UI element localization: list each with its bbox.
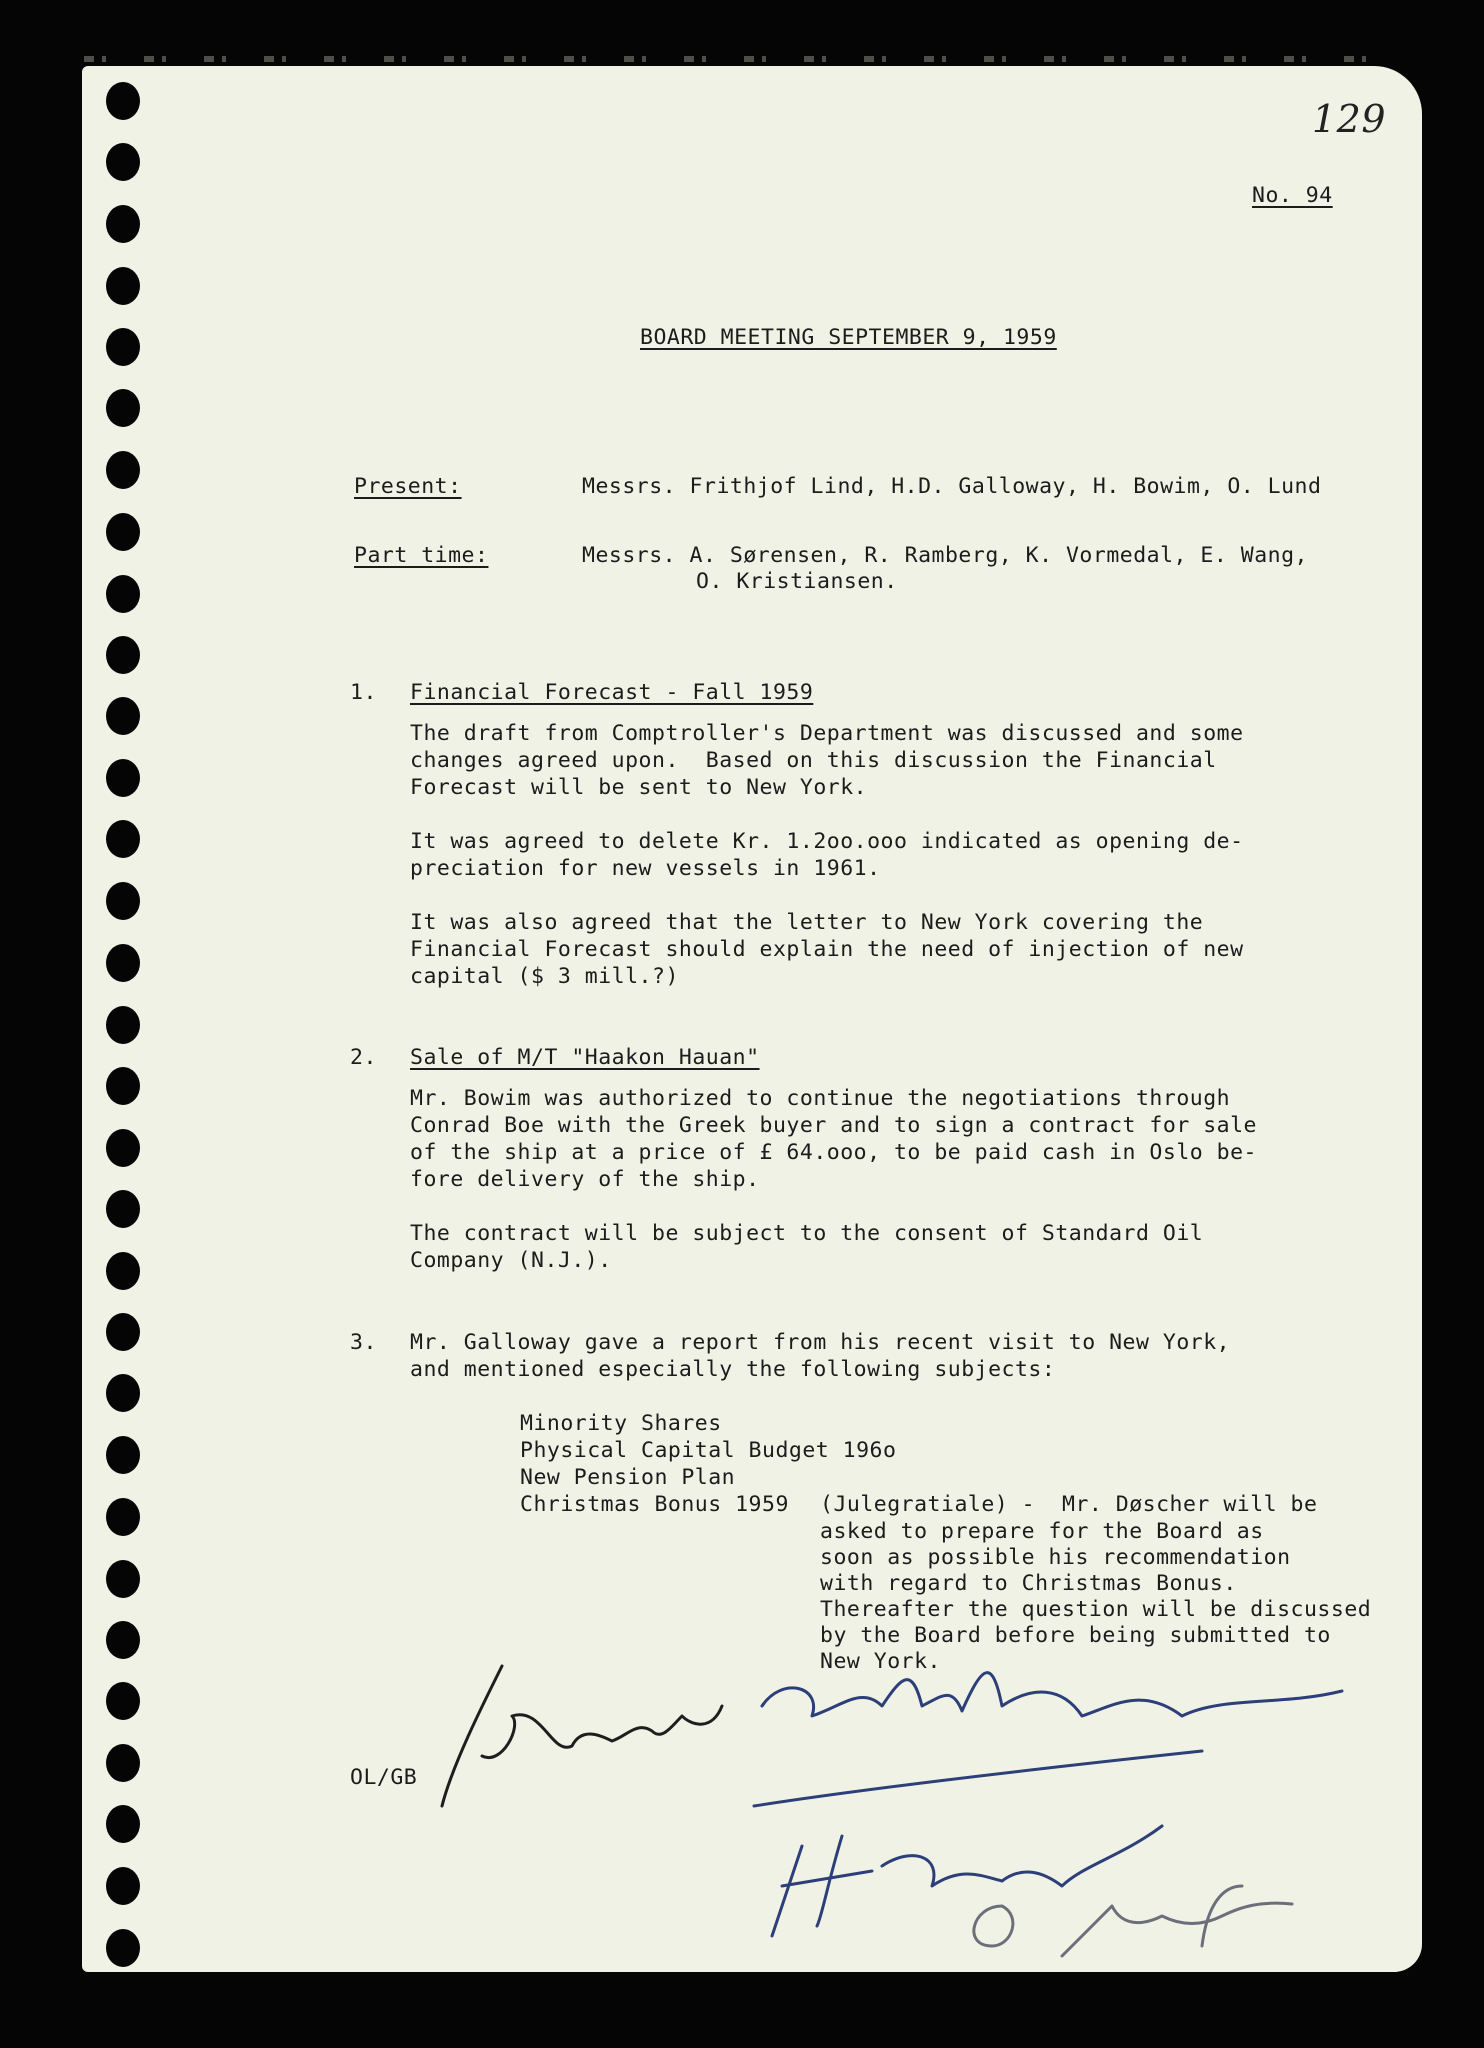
paragraph-line: changes agreed upon. Based on this discussion the Financial: [410, 748, 1217, 773]
paragraph-line: Conrad Boe with the Greek buyer and to sign a contract for sale: [410, 1113, 1257, 1138]
signature-lund: [974, 1886, 1292, 1956]
paragraph-line: Mr. Bowim was authorized to continue the negotiations through: [410, 1086, 1231, 1111]
document-page: [82, 66, 1422, 1972]
signature-lind: [754, 1673, 1342, 1806]
item-number: 1.: [350, 680, 377, 705]
paragraph-line: It was agreed to delete Kr. 1.2oo.ooo indicated as opening de-: [410, 829, 1244, 854]
paragraph-line: Mr. Galloway gave a report from his recent visit to New York,: [410, 1330, 1231, 1355]
scan-edge-marks: [84, 56, 1404, 62]
item-heading: Sale of M/T "Haakon Hauan": [410, 1045, 760, 1070]
paragraph-line: capital ($ 3 mill.?): [410, 964, 679, 989]
bonus-note-line: with regard to Christmas Bonus.: [820, 1571, 1237, 1596]
paragraph-line: Forecast will be sent to New York.: [410, 775, 868, 800]
paragraph-line: preciation for new vessels in 1961.: [410, 856, 881, 881]
paragraph-line: It was also agreed that the letter to New York covering the: [410, 910, 1204, 935]
item-heading: Financial Forecast - Fall 1959: [410, 680, 814, 705]
paragraph-line: The draft from Comptroller's Department was discussed and some: [410, 721, 1244, 746]
signatures: [82, 66, 1422, 1972]
paragraph-line: of the ship at a price of £ 64.ooo, to be paid cash in Oslo be-: [410, 1140, 1257, 1165]
paragraph-line: Company (N.J.).: [410, 1248, 612, 1273]
signature-bowim: [442, 1666, 722, 1806]
present-names: Messrs. Frithjof Lind, H.D. Galloway, H. Bowim, O. Lund: [582, 474, 1322, 499]
subject-item: New Pension Plan: [520, 1465, 736, 1490]
page-title: BOARD MEETING SEPTEMBER 9, 1959: [640, 325, 1057, 350]
part-time-names-cont: O. Kristiansen.: [696, 569, 898, 594]
item-number: 2.: [350, 1045, 377, 1070]
subject-item: Physical Capital Budget 196o: [520, 1438, 897, 1463]
bonus-note-line: by the Board before being submitted to: [820, 1623, 1331, 1648]
subject-item: Minority Shares: [520, 1411, 722, 1436]
paragraph-line: and mentioned especially the following subjects:: [410, 1357, 1056, 1382]
part-time-names: Messrs. A. Sørensen, R. Ramberg, K. Vormedal, E. Wang,: [582, 543, 1308, 568]
bonus-note-line: Thereafter the question will be discussed: [820, 1597, 1372, 1622]
handwritten-page-number: 129: [1312, 97, 1387, 141]
item-number: 3.: [350, 1330, 377, 1355]
paragraph-line: The contract will be subject to the consent of Standard Oil: [410, 1221, 1204, 1246]
typist-initials: OL/GB: [350, 1765, 418, 1790]
subject-item: Christmas Bonus 1959: [520, 1492, 789, 1517]
bonus-note-line: (Julegratiale) - Mr. Døscher will be: [820, 1492, 1318, 1517]
signature-galloway: [772, 1826, 1162, 1936]
bonus-note-line: New York.: [820, 1649, 941, 1674]
document-number: No. 94: [1252, 183, 1333, 208]
bonus-note-line: soon as possible his recommendation: [820, 1545, 1291, 1570]
paragraph-line: Financial Forecast should explain the need of injection of new: [410, 937, 1244, 962]
bonus-note-line: asked to prepare for the Board as: [820, 1519, 1264, 1544]
part-time-label: Part time:: [354, 543, 489, 568]
present-label: Present:: [354, 474, 462, 499]
paragraph-line: fore delivery of the ship.: [410, 1167, 760, 1192]
